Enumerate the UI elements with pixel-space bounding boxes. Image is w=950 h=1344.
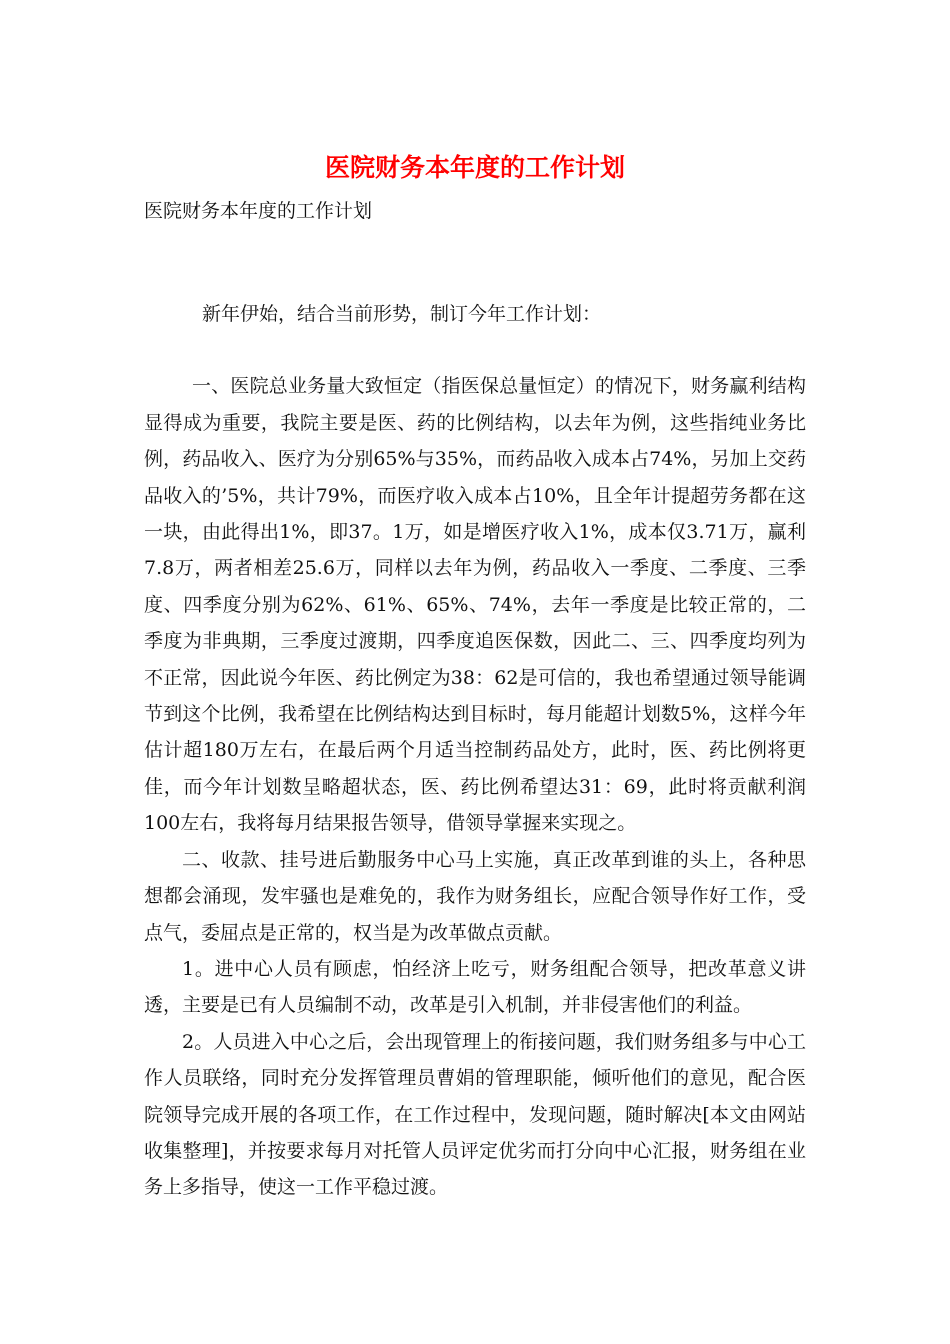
document-subtitle: 医院财务本年度的工作计划 — [144, 200, 373, 222]
body-paragraph: 二、收款、挂号进后勤服务中心马上实施，真正改革到谁的头上，各种思想都会涌现，发牢骚也是难免的，我作为财务组长，应配合领导作好工作，受点气，委屈点是正常的，权当是为改革做点贡献。 — [144, 848, 806, 944]
document-body — [144, 296, 806, 1206]
intro-paragraph: 新年伊始，结合当前形势，制订今年工作计划： — [202, 303, 602, 325]
body-paragraph: 2。人员进入中心之后，会出现管理上的衔接问题，我们财务组多与中心工作人员联络，同时充分发挥管理员曹娟的管理职能，倾听他们的意见，配合医院领导完成开展的各项工作，在工作过程中，发现问题，随时解决[本文由网站收集整理]，并按要求每月对托管人员评定优劣而打分向中心汇报，财务组在业务上多指导，使这一工作平稳过渡。 — [144, 1030, 806, 1199]
body-paragraph: 一、医院总业务量大致恒定（指医保总量恒定）的情况下，财务赢利结构显得成为重要，我院主要是医、药的比例结构，以去年为例，这些指纯业务比例，药品收入、医疗为分别65%与35%，而药品收入成本占74%，另加上交药品收入的’5%，共计79%，而医疗收入成本占10%，且全年计提超劳务都在这一块，由此得出1%，即37。1万，如是增医疗收入1%，成本仅3.71万，赢利7.8万，两者相差25.6万，同样以去年为例，药品收入一季度、二季度、三季度、四季度分别为62%、61%、65%、74%，去年一季度是比较正常的，二季度为非典期，三季度过渡期，四季度追医保数，因此二、三、四季度均列为不正常，因此说今年医、药比例定为38：62是可信的，我也希望通过领导能调节到这个比例，我希望在比例结构达到目标时，每月能超计划数5%，这样今年估计超180万左右，在最后两个月适当控制药品处方，此时，医、药比例将更佳，而今年计划数呈略超状态，医、药比例希望达31：69，此时将贡献利润100左右，我将每月结果报告领导，借领导掌握来实现之。 — [144, 375, 806, 835]
document-title: 医院财务本年度的工作计划 — [324, 153, 625, 182]
body-paragraph: 1。进中心人员有顾虑，怕经济上吃亏，财务组配合领导，把改革意义讲透，主要是已有人员编制不动，改革是引入机制，并非侵害他们的利益。 — [144, 957, 806, 1017]
